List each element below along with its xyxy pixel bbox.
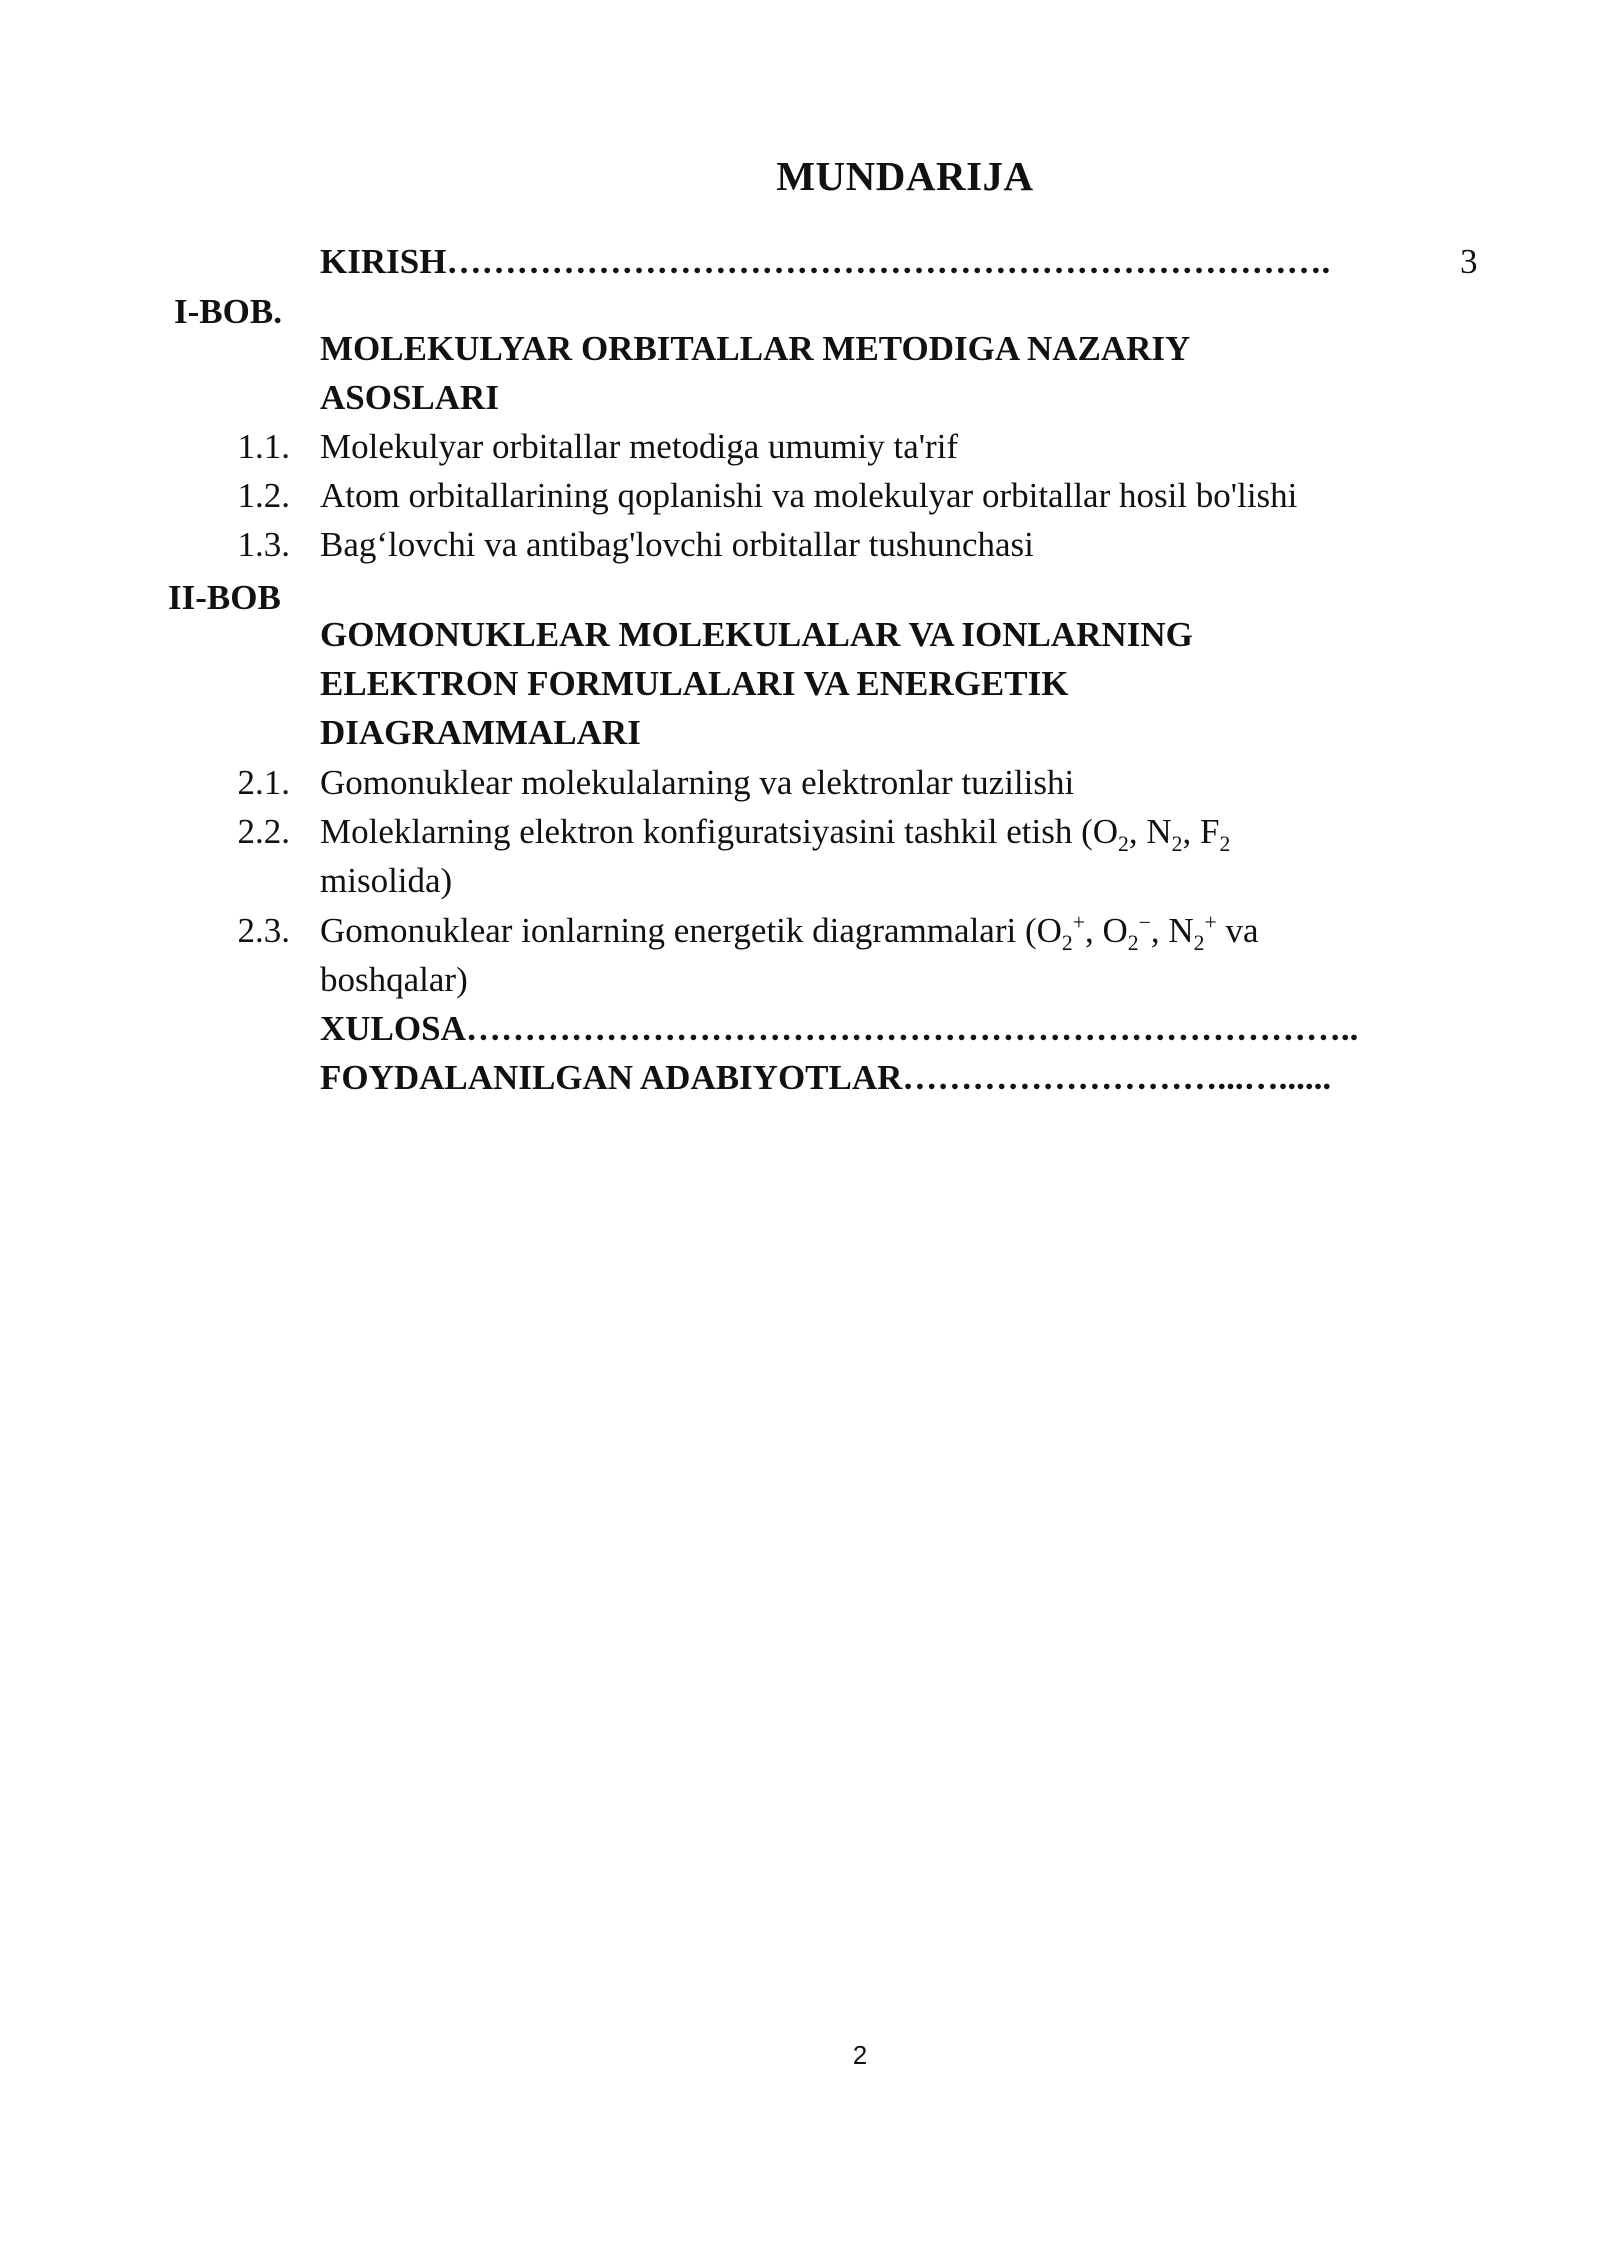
chapter1-label: I-BOB.: [174, 292, 282, 331]
item-2-2-text: [320, 807, 1230, 856]
toc-entry-conclusion: [320, 1004, 1358, 1053]
subscript: 2: [1171, 832, 1183, 856]
references-leader: ………………………...…......: [902, 1058, 1332, 1097]
item-2-1-number: 2.1.: [237, 763, 290, 802]
item-2-2-text-c: , F: [1182, 812, 1220, 851]
chapter2-label: II-BOB: [168, 578, 281, 617]
item-2-2-text-line2: misolida): [320, 861, 453, 900]
chapter2-heading-line1: GOMONUKLEAR MOLEKULALAR VA IONLARNING: [320, 615, 1193, 654]
page-number: 2: [852, 2040, 868, 2070]
intro-leader: ………………………………………………………………….: [446, 242, 1331, 281]
item-1-2-text: Atom orbitallarining qoplanishi va molekulyar orbitallar hosil bo'lishi: [320, 476, 1298, 515]
item-2-3-text-d: va: [1216, 911, 1259, 950]
item-2-2-number: 2.2.: [237, 812, 290, 851]
item-2-3-text-b: , O: [1084, 911, 1128, 950]
item-2-3-number: 2.3.: [237, 911, 290, 950]
item-2-3-text-c: , N: [1150, 911, 1194, 950]
item-1-3-number: 1.3.: [237, 525, 290, 564]
chapter2-heading-line2: ELEKTRON FORMULALARI VA ENERGETIK: [320, 664, 1069, 703]
references-label: FOYDALANILGAN ADABIYOTLAR: [320, 1058, 903, 1097]
item-1-3-text: Bag‘lovchi va antibag'lovchi orbitallar tushunchasi: [320, 525, 1034, 564]
toc-entry-intro: [320, 237, 1330, 286]
item-1-1-text: Molekulyar orbitallar metodiga umumiy ta'rif: [320, 427, 959, 466]
subscript: 2: [1193, 931, 1205, 955]
item-2-2-text-a: Moleklarning elektron konfiguratsiyasini tashkil etish (O: [320, 812, 1119, 851]
item-1-1-number: 1.1.: [237, 427, 290, 466]
subscript: 2: [1061, 931, 1073, 955]
superscript: +: [1072, 910, 1085, 935]
intro-label: KIRISH: [320, 242, 447, 281]
chapter1-heading-line2: ASOSLARI: [320, 378, 499, 417]
superscript: −: [1138, 910, 1151, 935]
chapter1-heading-line1: MOLEKULYAR ORBITALLAR METODIGA NAZARIY: [320, 329, 1191, 368]
item-2-2-text-b: , N: [1128, 812, 1172, 851]
subscript: 2: [1127, 931, 1139, 955]
chapter2-heading-line3: DIAGRAMMALARI: [320, 713, 641, 752]
conclusion-leader: …………………………………………………………………..: [465, 1009, 1359, 1048]
page-title: MUNDARIJA: [776, 153, 1034, 199]
item-2-3-text-line2: boshqalar): [320, 960, 468, 999]
item-2-1-text: Gomonuklear molekulalarning va elektronlar tuzilishi: [320, 763, 1075, 802]
item-2-3-text: [320, 906, 1258, 955]
subscript: 2: [1118, 832, 1129, 856]
intro-page-number: 3: [1460, 242, 1478, 281]
item-1-2-number: 1.2.: [237, 476, 290, 515]
conclusion-label: XULOSA: [320, 1009, 466, 1048]
superscript: +: [1204, 910, 1217, 935]
item-2-3-text-a: Gomonuklear ionlarning energetik diagrammalari (O: [320, 911, 1062, 950]
subscript: 2: [1219, 832, 1231, 856]
toc-entry-references: [320, 1053, 1331, 1102]
